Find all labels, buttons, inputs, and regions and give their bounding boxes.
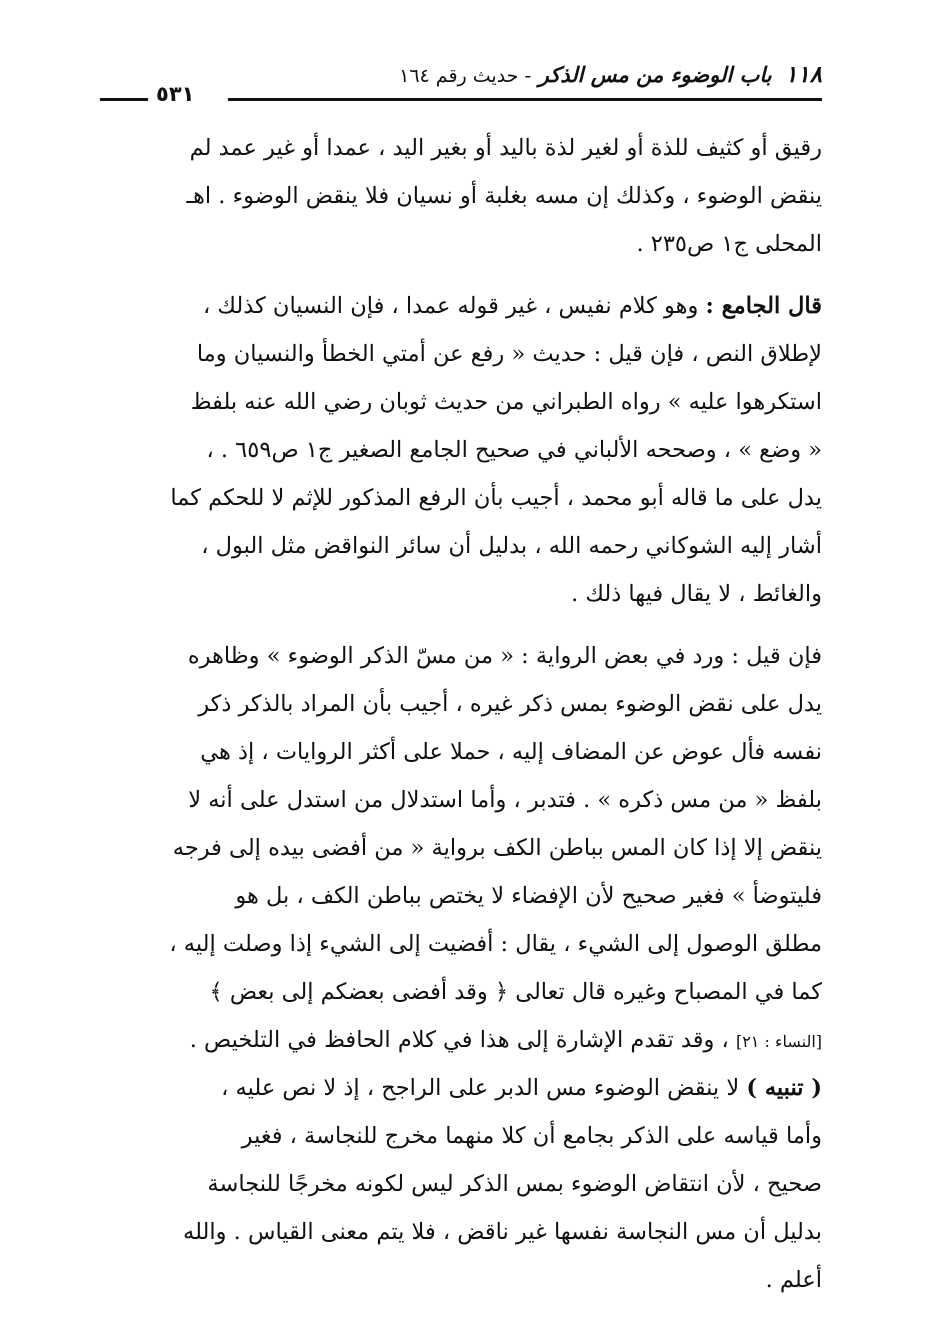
quran-reference: [النساء : ٢١] <box>735 1032 822 1051</box>
text-line: صحيح ، لأن انتقاض الوضوء بمس الذكر ليس لكونه مخرجًا للنجاسة <box>207 1171 822 1197</box>
text-span: ، وقد تقدم الإشارة إلى هذا في كلام الحافظ في التلخيص . <box>189 1027 736 1053</box>
text-line: المحلى ج١ ص٢٣٥ . <box>636 231 822 257</box>
text-line: وأما قياسه على الذكر بجامع أن كلا منهما مخرج للنجاسة ، فغير <box>241 1123 822 1149</box>
paragraph-4 <box>100 1064 822 1304</box>
text-line: مطلق الوصول إلى الشيء ، يقال : أفضيت إلى الشيء إذا وصلت إليه ، <box>169 931 822 957</box>
text-line: بدليل أن مس النجاسة نفسها غير ناقض ، فلا يتم معنى القياس . والله <box>183 1219 822 1245</box>
text-line: رقيق أو كثيف للذة أو لغير لذة باليد أو بغير اليد ، عمدا أو غير عمد لم <box>189 135 822 161</box>
text-line <box>100 1016 822 1064</box>
paragraph-1 <box>100 124 822 268</box>
text-line: نفسه فأل عوض عن المضاف إليه ، حملا على أكثر الروايات ، إذ هي <box>200 739 822 765</box>
text-line: فإن قيل : ورد في بعض الرواية : « من مسّ الذكر الوضوء » وظاهره <box>187 643 822 669</box>
chapter-title: باب الوضوء من مس الذكر <box>538 63 772 87</box>
text-line: استكرهوا عليه » رواه الطبراني من حديث ثوبان رضي الله عنه بلفظ <box>190 389 822 415</box>
header-rule-right <box>228 98 822 101</box>
text-line: بلفظ « من مس ذكره » . فتدبر ، وأما استدلال من استدل على أنه لا <box>188 787 822 813</box>
page-header <box>100 62 822 112</box>
text-line: لإطلاق النص ، فإن قيل : حديث « رفع عن أمتي الخطأ والنسيان وما <box>196 341 822 367</box>
text-line: أشار إليه الشوكاني رحمه الله ، بدليل أن سائر النواقض مثل البول ، <box>201 533 822 559</box>
running-title <box>399 62 822 88</box>
running-title-number: ١١٨ <box>784 62 822 88</box>
text-line: والغائط ، لا يقال فيها ذلك . <box>571 581 822 607</box>
speaker-lead: قال الجامع : <box>705 293 822 319</box>
text-line: « وضع » ، وصححه الألباني في صحيح الجامع الصغير ج١ ص٦٥٩ . ، <box>206 437 822 463</box>
note-lead: ( تنبيه ) <box>746 1075 822 1101</box>
text-line: ينقض الوضوء ، وكذلك إن مسه بغلبة أو نسيان فلا ينقض الوضوء . اهـ <box>186 183 822 209</box>
text-line <box>100 282 822 330</box>
text-line: أعلم . <box>765 1267 822 1293</box>
text-line: فليتوضأ » فغير صحيح لأن الإفضاء لا يختص بباطن الكف ، بل هو <box>235 883 822 909</box>
header-rule-left <box>100 98 148 101</box>
paragraph-3 <box>100 632 822 1064</box>
text-line: كما في المصباح وغيره قال تعالى ﴿ وقد أفضى بعضكم إلى بعض ﴾ <box>209 979 822 1005</box>
body-text <box>100 124 822 1304</box>
text-line: يدل على ما قاله أبو محمد ، أجيب بأن الرفع المذكور للإثم لا للحكم كما <box>170 485 822 511</box>
text-span: لا ينقض الوضوء مس الدبر على الراجح ، إذ لا نص عليه ، <box>221 1075 747 1101</box>
page-number: ٥٣١ <box>150 82 200 106</box>
text-line <box>100 1064 822 1112</box>
text-line: ينقض إلا إذا كان المس بباطن الكف برواية « من أفضى بيده إلى فرجه <box>172 835 822 861</box>
paragraph-2 <box>100 282 822 618</box>
text-span: وهو كلام نفيس ، غير قوله عمدا ، فإن النسيان كذلك ، <box>203 293 706 319</box>
hadith-label: - حديث رقم ١٦٤ <box>399 65 532 87</box>
text-line: يدل على نقض الوضوء بمس ذكر غيره ، أجيب بأن المراد بالذكر ذكر <box>198 691 822 717</box>
